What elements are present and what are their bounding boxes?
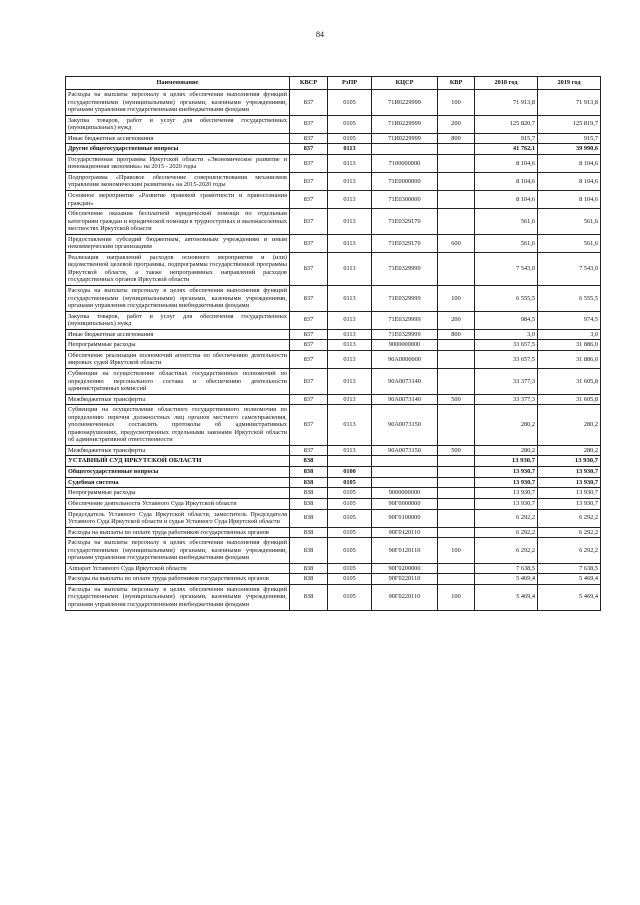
cell-name: Непрограммные расходы: [66, 340, 290, 351]
table-row: [66, 209, 601, 235]
table-row: [66, 172, 601, 190]
cell-y2018: 5 469,4: [475, 574, 538, 585]
cell-y2018: 6 292,2: [475, 527, 538, 538]
cell-kvsr: 838: [290, 467, 328, 478]
cell-y2019: 561,6: [538, 234, 601, 252]
cell-name: Расходы на выплаты персоналу в целях обеспечения выполнения функций государственными (муниципальными) органами, казенными учреждениями, органами управления государственными внебюджетными фондами: [66, 584, 290, 610]
table-row: [66, 368, 601, 394]
cell-kcsr: 90А0073140: [372, 394, 438, 405]
header-name: Наименование: [66, 77, 290, 90]
cell-kcsr: 90Г0000000: [372, 498, 438, 509]
cell-name: Другие общегосударственные вопросы: [66, 144, 290, 155]
cell-rzpr: 0113: [328, 209, 372, 235]
cell-y2019: 31 605,8: [538, 394, 601, 405]
cell-kvr: 500: [438, 445, 475, 456]
cell-y2018: 71 913,8: [475, 90, 538, 116]
cell-y2019: 31 886,0: [538, 340, 601, 351]
cell-rzpr: 0105: [328, 574, 372, 585]
cell-kvsr: 837: [290, 405, 328, 446]
cell-name: Расходы на выплаты персоналу в целях обеспечения выполнения функций государственными (муниципальными) органами, казенными учреждениями, органами управления государственными внебюджетными фондами: [66, 90, 290, 116]
cell-y2018: 41 762,1: [475, 144, 538, 155]
cell-name: Межбюджетные трансферты: [66, 394, 290, 405]
cell-name: Закупка товаров, работ и услуг для обеспечения государственных (муниципальных) нужд: [66, 115, 290, 133]
cell-kcsr: 9000000000: [372, 488, 438, 499]
cell-y2019: 13 930,7: [538, 467, 601, 478]
table-row: [66, 115, 601, 133]
table-row: [66, 509, 601, 527]
table-header-row: [66, 77, 601, 90]
cell-y2018: 3,0: [475, 329, 538, 340]
cell-kvr: 100: [438, 286, 475, 312]
cell-y2019: 280,2: [538, 445, 601, 456]
cell-kvr: [438, 477, 475, 488]
cell-kcsr: [372, 456, 438, 467]
cell-y2019: 125 819,7: [538, 115, 601, 133]
cell-name: Председатель Уставного Суда Иркутской области, заместитель Председателя Уставного Суда Иркутской области и судьи Уставного Суда Иркутской области: [66, 509, 290, 527]
table-row: [66, 191, 601, 209]
cell-kcsr: 71Е0329999: [372, 311, 438, 329]
cell-y2018: 561,6: [475, 209, 538, 235]
cell-kvr: 800: [438, 133, 475, 144]
table-row: [66, 538, 601, 564]
cell-kcsr: 90Г0120110: [372, 527, 438, 538]
cell-kvr: [438, 252, 475, 285]
cell-name: Обеспечение оказания бесплатной юридической помощи по отдельным категориям граждан и юридической помощи в трудноступных и малонаселенных местностях Иркутской области: [66, 209, 290, 235]
cell-kvsr: 837: [290, 115, 328, 133]
header-kcsr: КЦСР: [372, 77, 438, 90]
cell-kvr: [438, 574, 475, 585]
cell-name: Реализация направлений расходов основного мероприятия и (или) ведомственной целевой программы, подпрограммы государственной программы Иркутской области, а также непрограммных направлений расходов государственных органов Иркутской области: [66, 252, 290, 285]
cell-rzpr: 0105: [328, 477, 372, 488]
cell-y2019: 974,5: [538, 311, 601, 329]
cell-y2018: 13 930,7: [475, 498, 538, 509]
cell-kvsr: 837: [290, 234, 328, 252]
cell-kcsr: [372, 477, 438, 488]
cell-kvr: [438, 498, 475, 509]
cell-rzpr: 0105: [328, 90, 372, 116]
table-row: [66, 90, 601, 116]
cell-kvr: 100: [438, 584, 475, 610]
cell-rzpr: 0105: [328, 563, 372, 574]
cell-kvsr: 837: [290, 133, 328, 144]
cell-kvsr: 837: [290, 340, 328, 351]
cell-y2018: 7 543,0: [475, 252, 538, 285]
cell-kvsr: 837: [290, 350, 328, 368]
table-row: [66, 498, 601, 509]
cell-kcsr: 71Е0329999: [372, 286, 438, 312]
cell-kvr: [438, 368, 475, 394]
cell-y2019: 71 913,8: [538, 90, 601, 116]
cell-kcsr: 90Г0120110: [372, 538, 438, 564]
cell-name: Расходы на выплаты персоналу в целях обеспечения выполнения функций государственными (муниципальными) органами, казенными учреждениями, органами управления государственными внебюджетными фондами: [66, 538, 290, 564]
table-row: [66, 311, 601, 329]
cell-kcsr: [372, 144, 438, 155]
cell-rzpr: 0113: [328, 445, 372, 456]
cell-kvr: 800: [438, 329, 475, 340]
cell-rzpr: 0105: [328, 527, 372, 538]
cell-kcsr: 71И0229999: [372, 133, 438, 144]
cell-kcsr: 71Е0329170: [372, 209, 438, 235]
cell-kvr: 600: [438, 234, 475, 252]
cell-name: Предоставление субсидий бюджетным, автономным учреждениям и иным некоммерческим организациям: [66, 234, 290, 252]
table-row: [66, 144, 601, 155]
cell-y2018: 561,6: [475, 234, 538, 252]
cell-rzpr: 0113: [328, 252, 372, 285]
cell-rzpr: 0113: [328, 144, 372, 155]
table-row: [66, 394, 601, 405]
table-row: [66, 286, 601, 312]
cell-kcsr: 9000000000: [372, 340, 438, 351]
cell-kvr: [438, 154, 475, 172]
table-row: [66, 574, 601, 585]
cell-kvr: 200: [438, 311, 475, 329]
cell-y2019: 13 930,7: [538, 488, 601, 499]
cell-kvsr: 838: [290, 538, 328, 564]
cell-rzpr: 0113: [328, 350, 372, 368]
cell-y2018: 7 638,5: [475, 563, 538, 574]
cell-y2019: 13 930,7: [538, 498, 601, 509]
page-number: 84: [316, 30, 324, 39]
cell-y2019: 6 292,2: [538, 527, 601, 538]
cell-kvr: [438, 172, 475, 190]
cell-kvsr: 838: [290, 584, 328, 610]
cell-kvsr: 837: [290, 311, 328, 329]
cell-y2018: 915,7: [475, 133, 538, 144]
cell-kvr: 500: [438, 394, 475, 405]
cell-kvr: 100: [438, 90, 475, 116]
cell-y2018: 33 657,5: [475, 350, 538, 368]
cell-kvr: [438, 405, 475, 446]
cell-y2019: 13 930,7: [538, 477, 601, 488]
cell-y2019: 5 469,4: [538, 584, 601, 610]
table-row: [66, 584, 601, 610]
cell-y2018: 13 930,7: [475, 456, 538, 467]
cell-kvsr: 838: [290, 488, 328, 499]
cell-kvsr: 838: [290, 563, 328, 574]
cell-name: Расходы на выплаты персоналу в целях обеспечения выполнения функций государственными (муниципальными) органами, казенными учреждениями, органами управления государственными внебюджетными фондами: [66, 286, 290, 312]
cell-y2018: 125 820,7: [475, 115, 538, 133]
cell-y2019: 6 555,5: [538, 286, 601, 312]
cell-y2018: 8 104,6: [475, 172, 538, 190]
cell-kcsr: 90Г0220110: [372, 584, 438, 610]
cell-name: Аппарат Уставного Суда Иркутской области: [66, 563, 290, 574]
cell-y2018: 6 292,2: [475, 509, 538, 527]
cell-kvsr: 838: [290, 456, 328, 467]
cell-kvsr: 838: [290, 527, 328, 538]
cell-y2019: 6 292,2: [538, 538, 601, 564]
cell-name: Обеспечение реализации полномочий агентства по обеспечению деятельности мировых судей Иркутской области: [66, 350, 290, 368]
cell-name: УСТАВНЫЙ СУД ИРКУТСКОЙ ОБЛАСТИ: [66, 456, 290, 467]
table-row: [66, 405, 601, 446]
cell-kvr: [438, 456, 475, 467]
cell-rzpr: 0113: [328, 311, 372, 329]
cell-y2018: 33 657,5: [475, 340, 538, 351]
cell-y2019: 31 886,0: [538, 350, 601, 368]
table-row: [66, 329, 601, 340]
cell-name: Общегосударственные вопросы: [66, 467, 290, 478]
cell-name: Основное мероприятие «Развитие правовой грамотности и правосознания граждан»: [66, 191, 290, 209]
cell-y2019: 8 104,6: [538, 154, 601, 172]
cell-kcsr: 71И0229999: [372, 115, 438, 133]
cell-name: Иные бюджетные ассигнования: [66, 133, 290, 144]
cell-y2018: 280,2: [475, 445, 538, 456]
cell-name: Расходы на выплаты по оплате труда работников государственных органов: [66, 527, 290, 538]
cell-kcsr: 90Г0200000: [372, 563, 438, 574]
header-rzpr: РзПР: [328, 77, 372, 90]
cell-kcsr: 90Г0220110: [372, 574, 438, 585]
cell-y2019: 8 104,6: [538, 191, 601, 209]
cell-name: Субвенции на осуществление областного государственного полномочия по определению перечня должностных лиц органов местного самоуправления, уполномоченных составлять протоколы об административных правонарушениях, предусмотренных отдельными законами Иркутской области об административной ответственности: [66, 405, 290, 446]
cell-kcsr: 90Г0100000: [372, 509, 438, 527]
cell-kvsr: 837: [290, 252, 328, 285]
table-row: [66, 488, 601, 499]
cell-kvr: [438, 488, 475, 499]
table-row: [66, 154, 601, 172]
cell-kvr: [438, 509, 475, 527]
cell-rzpr: 0113: [328, 329, 372, 340]
cell-rzpr: 0113: [328, 286, 372, 312]
cell-kvsr: 837: [290, 445, 328, 456]
cell-y2019: 280,2: [538, 405, 601, 446]
cell-y2018: 8 104,6: [475, 191, 538, 209]
table-row: [66, 350, 601, 368]
cell-kvsr: 837: [290, 154, 328, 172]
cell-rzpr: 0100: [328, 467, 372, 478]
cell-kvsr: 837: [290, 90, 328, 116]
table-row: [66, 563, 601, 574]
cell-kcsr: 71И0229999: [372, 90, 438, 116]
cell-kcsr: 71Е0300000: [372, 191, 438, 209]
cell-kvr: 100: [438, 538, 475, 564]
cell-rzpr: 0105: [328, 488, 372, 499]
cell-y2019: 39 990,6: [538, 144, 601, 155]
cell-y2019: 561,6: [538, 209, 601, 235]
cell-y2018: 280,2: [475, 405, 538, 446]
cell-y2018: 6 555,5: [475, 286, 538, 312]
cell-kvsr: 837: [290, 368, 328, 394]
cell-rzpr: 0105: [328, 133, 372, 144]
cell-kcsr: 71Е0329170: [372, 234, 438, 252]
cell-y2019: 6 292,2: [538, 509, 601, 527]
cell-kvsr: 837: [290, 329, 328, 340]
cell-rzpr: 0113: [328, 405, 372, 446]
cell-kvr: [438, 144, 475, 155]
table-row: [66, 133, 601, 144]
header-kvr: КВР: [438, 77, 475, 90]
header-kvsr: КВСР: [290, 77, 328, 90]
cell-rzpr: [328, 456, 372, 467]
cell-rzpr: 0113: [328, 154, 372, 172]
cell-kvr: [438, 563, 475, 574]
cell-name: Межбюджетные трансферты: [66, 445, 290, 456]
table-row: [66, 234, 601, 252]
cell-y2019: 13 930,7: [538, 456, 601, 467]
cell-kvr: 200: [438, 115, 475, 133]
cell-kvsr: 837: [290, 394, 328, 405]
cell-y2019: 8 104,6: [538, 172, 601, 190]
cell-name: Непрограммные расходы: [66, 488, 290, 499]
cell-name: Иные бюджетные ассигнования: [66, 329, 290, 340]
cell-rzpr: 0105: [328, 509, 372, 527]
cell-kvsr: 838: [290, 477, 328, 488]
cell-kvsr: 838: [290, 498, 328, 509]
cell-kcsr: 71Е0000000: [372, 172, 438, 190]
cell-y2019: 915,7: [538, 133, 601, 144]
cell-rzpr: 0113: [328, 234, 372, 252]
cell-kvsr: 837: [290, 191, 328, 209]
cell-kcsr: 71Е0329999: [372, 329, 438, 340]
cell-kvsr: 837: [290, 172, 328, 190]
table-row: [66, 340, 601, 351]
cell-kvr: [438, 340, 475, 351]
cell-kvr: [438, 191, 475, 209]
cell-kvr: [438, 527, 475, 538]
cell-kcsr: 71Е0329999: [372, 252, 438, 285]
cell-y2019: 3,0: [538, 329, 601, 340]
cell-y2018: 13 930,7: [475, 488, 538, 499]
cell-y2019: 7 638,5: [538, 563, 601, 574]
cell-y2018: 13 930,7: [475, 477, 538, 488]
cell-rzpr: 0105: [328, 498, 372, 509]
cell-rzpr: 0113: [328, 340, 372, 351]
table-row: [66, 252, 601, 285]
header-2018: 2018 год: [475, 77, 538, 90]
cell-kvsr: 838: [290, 574, 328, 585]
cell-y2018: 33 377,3: [475, 368, 538, 394]
cell-y2018: 13 930,7: [475, 467, 538, 478]
table-row: [66, 467, 601, 478]
cell-y2018: 6 292,2: [475, 538, 538, 564]
table-row: [66, 456, 601, 467]
cell-name: Субвенции на осуществление областных государственных полномочий по определению персонального состава и обеспечению деятельности административных комиссий: [66, 368, 290, 394]
cell-kcsr: 90А0073150: [372, 445, 438, 456]
cell-name: Обеспечение деятельности Уставного Суда Иркутской области: [66, 498, 290, 509]
cell-kvr: [438, 209, 475, 235]
cell-name: Расходы на выплаты по оплате труда работников государственных органов: [66, 574, 290, 585]
cell-rzpr: 0113: [328, 191, 372, 209]
cell-name: Судебная система: [66, 477, 290, 488]
cell-y2018: 33 377,3: [475, 394, 538, 405]
cell-rzpr: 0113: [328, 172, 372, 190]
cell-rzpr: 0113: [328, 368, 372, 394]
budget-table: [65, 76, 601, 611]
cell-name: Государственная программа Иркутской области «Экономическое развитие и инновационная экономика» на 2015 - 2020 годы: [66, 154, 290, 172]
cell-rzpr: 0105: [328, 584, 372, 610]
cell-name: Закупка товаров, работ и услуг для обеспечения государственных (муниципальных) нужд: [66, 311, 290, 329]
cell-kcsr: 90А0000000: [372, 350, 438, 368]
cell-kvsr: 838: [290, 509, 328, 527]
cell-kvr: [438, 350, 475, 368]
cell-y2018: 5 469,4: [475, 584, 538, 610]
table-row: [66, 477, 601, 488]
cell-kvsr: 837: [290, 144, 328, 155]
cell-kcsr: 90А0073140: [372, 368, 438, 394]
cell-name: Подпрограмма «Правовое обеспечение совершенствования механизмов управления экономическим развитием» на 2015-2020 годы: [66, 172, 290, 190]
cell-y2019: 7 543,0: [538, 252, 601, 285]
cell-kvsr: 837: [290, 209, 328, 235]
cell-rzpr: 0105: [328, 115, 372, 133]
cell-kcsr: [372, 467, 438, 478]
header-2019: 2019 год: [538, 77, 601, 90]
cell-rzpr: 0113: [328, 394, 372, 405]
table-row: [66, 445, 601, 456]
cell-kvr: [438, 467, 475, 478]
cell-rzpr: 0105: [328, 538, 372, 564]
cell-y2018: 984,5: [475, 311, 538, 329]
cell-kcsr: 90А0073150: [372, 405, 438, 446]
cell-y2018: 8 104,6: [475, 154, 538, 172]
cell-kcsr: 7100000000: [372, 154, 438, 172]
cell-y2019: 31 605,8: [538, 368, 601, 394]
table-row: [66, 527, 601, 538]
cell-kvsr: 837: [290, 286, 328, 312]
cell-y2019: 5 469,4: [538, 574, 601, 585]
